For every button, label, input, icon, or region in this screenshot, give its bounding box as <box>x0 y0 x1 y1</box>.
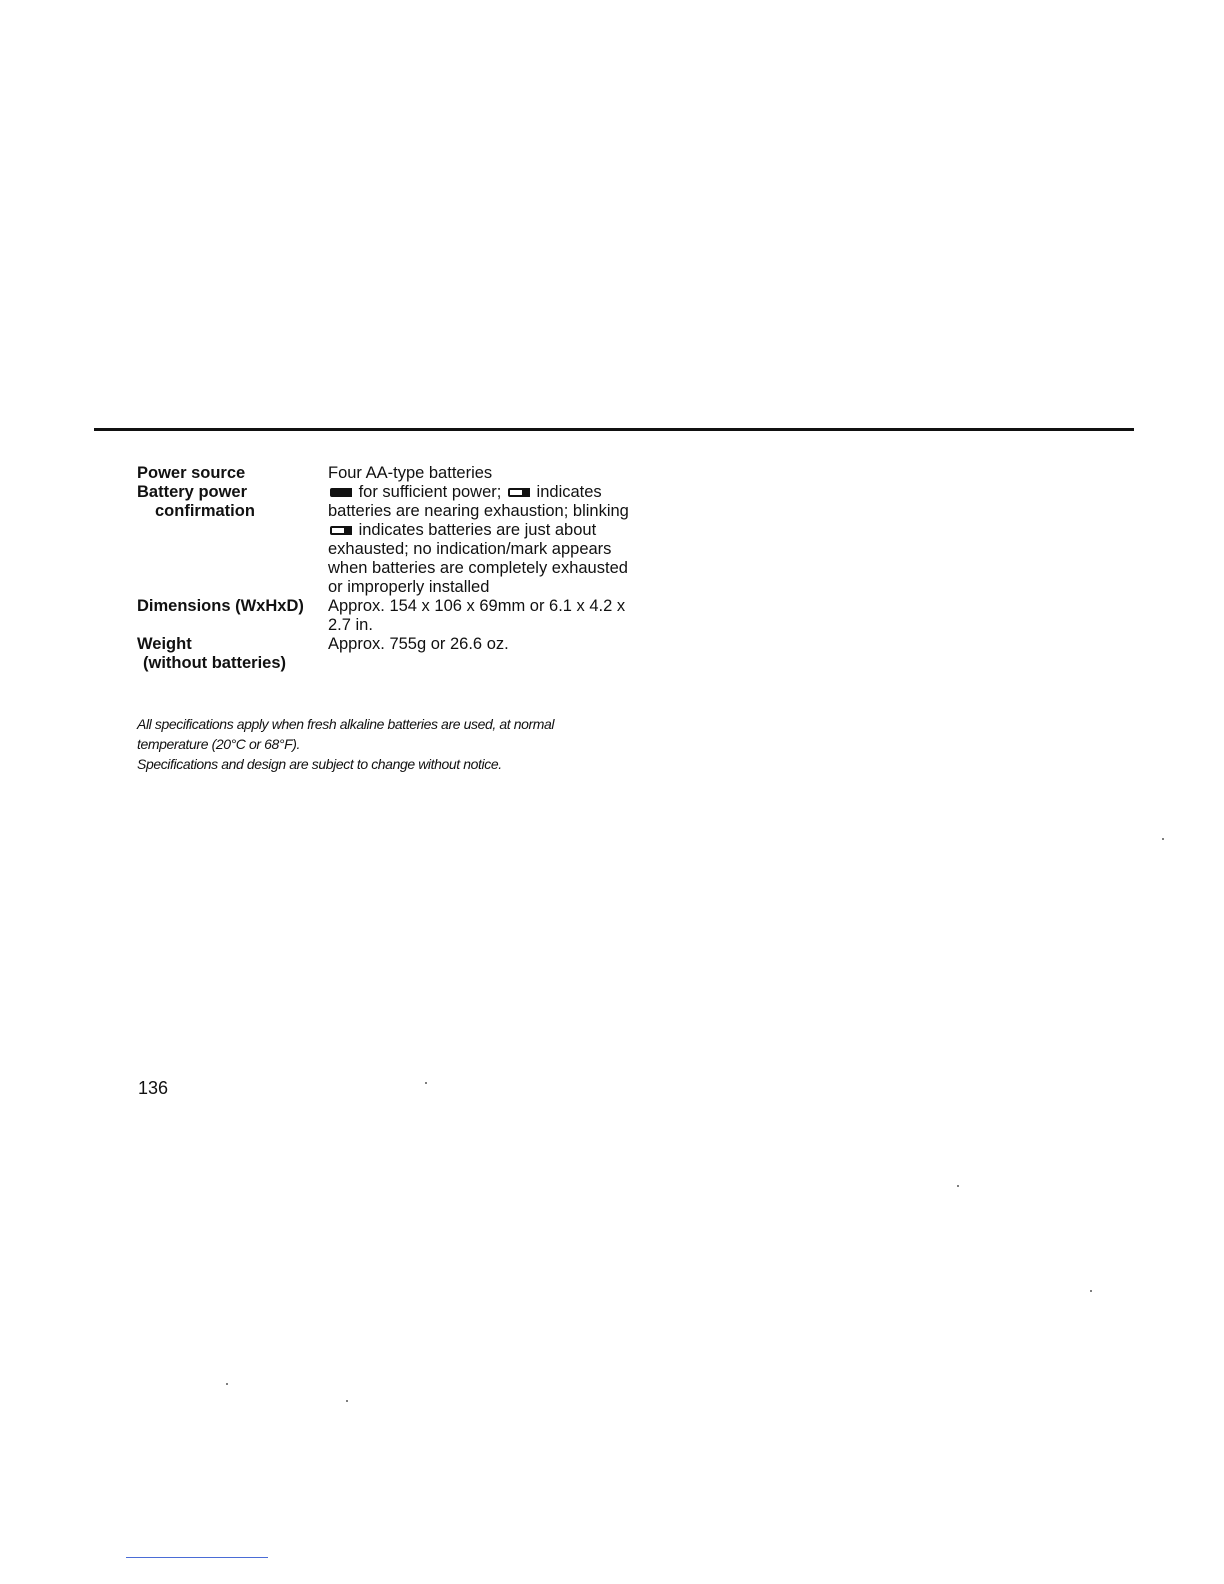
note-subject-to-change: Specifications and design are subject to change without notice. <box>137 756 502 772</box>
spec-label-dimensions: Dimensions (WxHxD) <box>137 597 304 615</box>
scan-speck <box>1090 1290 1092 1292</box>
scan-speck <box>425 1082 427 1084</box>
spec-row-dimensions <box>137 597 637 635</box>
scan-speck <box>346 1400 348 1402</box>
spec-label-battery-power-confirmation: Battery power confirmation <box>137 483 255 520</box>
scan-speck <box>226 1383 228 1385</box>
note-fresh-batteries: All specifications apply when fresh alkaline batteries are used, at normal temperature (20°C or 68°F). <box>137 716 555 752</box>
section-divider <box>94 428 1134 431</box>
spec-label-weight: Weight (without batteries) <box>137 635 286 672</box>
battery-low-blinking-icon <box>330 526 352 535</box>
spec-row-power-source <box>137 464 637 483</box>
spec-label-power-source: Power source <box>137 464 246 482</box>
scan-speck <box>957 1185 959 1187</box>
spec-row-battery-power-confirmation <box>137 483 637 597</box>
spec-row-weight <box>137 635 637 673</box>
spec-value-battery-power-confirmation: for sufficient power; indicates batteries are nearing exhaustion; blinking indicates batteries are just about exhausted; no indication/mark appears when batteries are completely exhausted or improperly installed <box>328 483 629 596</box>
bottom-scan-line <box>126 1557 268 1558</box>
scan-speck <box>1162 838 1164 840</box>
spec-value-power-source: Four AA-type batteries <box>328 464 493 482</box>
spec-value-dimensions: Approx. 154 x 106 x 69mm or 6.1 x 4.2 x 2.7 in. <box>328 597 626 634</box>
battery-low-icon <box>508 488 530 497</box>
specifications-table <box>137 464 637 673</box>
page-number: 136 <box>138 1078 169 1098</box>
battery-full-icon <box>330 488 352 497</box>
specification-notes <box>137 714 607 774</box>
spec-value-weight: Approx. 755g or 26.6 oz. <box>328 635 509 653</box>
